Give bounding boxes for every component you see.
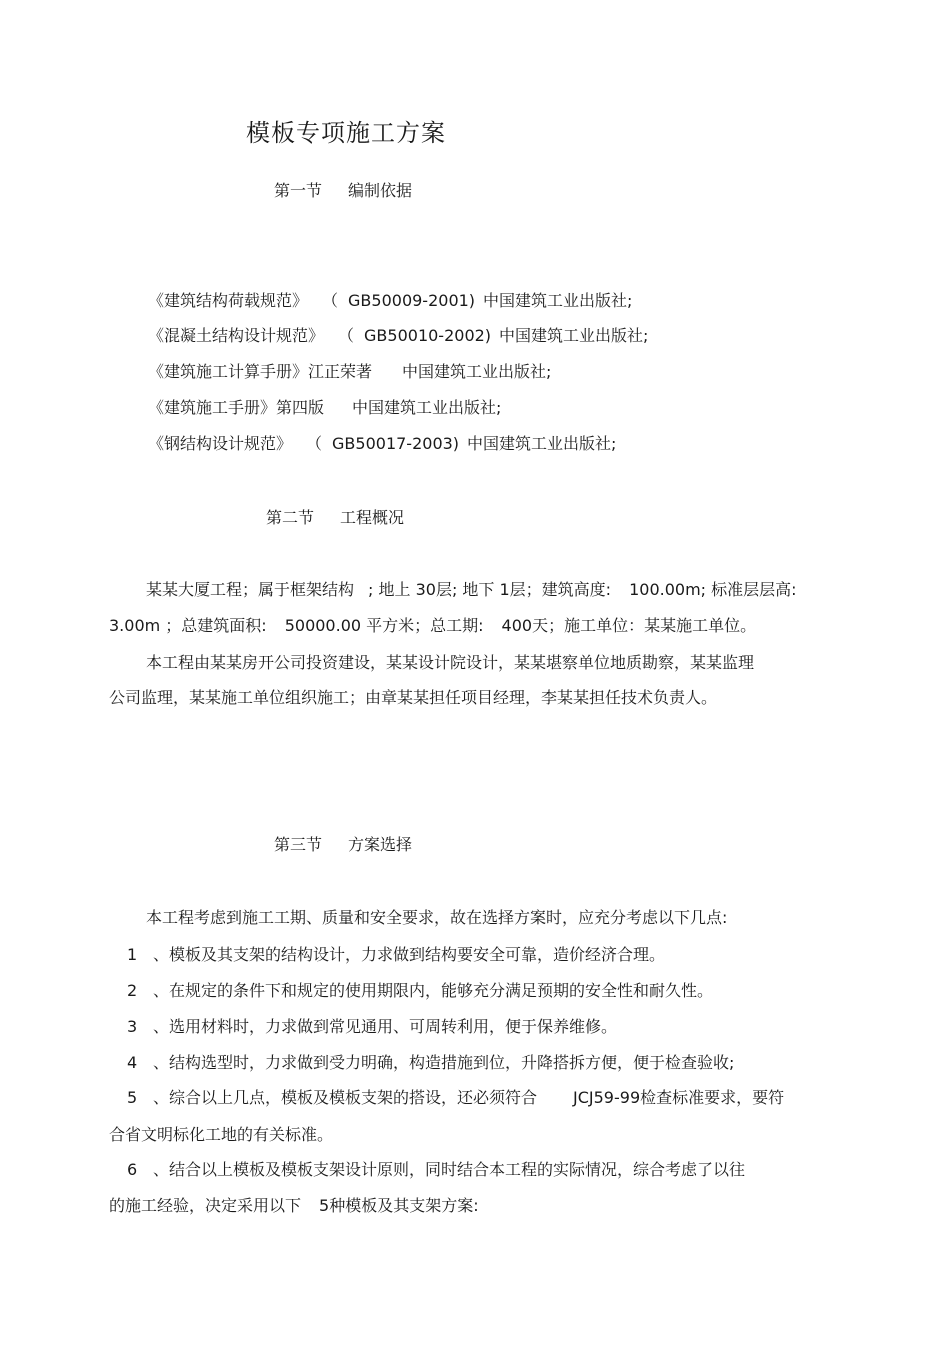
list-text: 、模板及其支架的结构设计，力求做到结构要安全可靠，造价经济合理。 xyxy=(153,945,666,964)
reference-paren: （ xyxy=(322,291,339,310)
text-segment: ; 地上 30层; 地下 1层；建筑高度: xyxy=(368,580,612,599)
document-title: 模板专项施工方案 xyxy=(246,119,446,147)
reference-title: 《建筑结构荷载规范》 xyxy=(148,291,309,310)
reference-title: 《混凝土结构设计规范》 xyxy=(148,326,325,345)
list-item xyxy=(127,942,665,965)
reference-publisher: 中国建筑工业出版社; xyxy=(483,291,633,310)
reference-code: GB50017-2003) xyxy=(332,434,460,453)
reference-title: 《建筑施工计算手册》江正荣著 xyxy=(148,362,373,381)
list-item xyxy=(127,978,713,1001)
list-item-continuation xyxy=(109,1193,479,1216)
section-number: 第二节 xyxy=(266,508,315,527)
list-item xyxy=(127,1085,784,1108)
list-number: 2 xyxy=(127,981,138,1000)
reference-publisher: 中国建筑工业出版社; xyxy=(467,434,617,453)
reference-publisher: 中国建筑工业出版社; xyxy=(402,362,552,381)
section-heading-1 xyxy=(274,178,412,201)
section-name: 方案选择 xyxy=(348,835,413,854)
section-heading-2 xyxy=(266,505,404,528)
list-item xyxy=(127,1014,617,1037)
list-text: 、结合以上模板及模板支架设计原则，同时结合本工程的实际情况，综合考虑了以往 xyxy=(153,1160,746,1179)
reference-code: GB50009-2001) xyxy=(348,291,476,310)
section-number: 第三节 xyxy=(274,835,323,854)
list-text: 5种模板及其支架方案: xyxy=(319,1196,479,1215)
overview-paragraph-line: 公司监理，某某施工单位组织施工；由章某某担任项目经理，李某某担任技术负责人。 xyxy=(109,688,718,707)
list-text: 的施工经验，决定采用以下 xyxy=(109,1196,302,1215)
reference-line xyxy=(148,395,501,418)
section-number: 第一节 xyxy=(274,181,323,200)
overview-paragraph-line: 本工程由某某房开公司投资建设，某某设计院设计，某某堪察单位地质勘察，某某监理 xyxy=(146,653,755,672)
list-text: JCJ59-99检查标准要求，要符 xyxy=(573,1088,785,1107)
text-segment: 3.00m ；总建筑面积: xyxy=(109,616,267,635)
text-segment: 100.00m; 标准层层高: xyxy=(629,580,797,599)
list-text: 、综合以上几点，模板及模板支架的搭设，还必须符合 xyxy=(153,1088,538,1107)
list-item xyxy=(127,1157,745,1180)
reference-publisher: 中国建筑工业出版社; xyxy=(499,326,649,345)
section-heading-3 xyxy=(274,832,412,855)
list-item-continuation: 合省文明标化工地的有关标准。 xyxy=(109,1125,334,1144)
overview-paragraph-line xyxy=(109,613,756,636)
list-number: 4 xyxy=(127,1053,138,1072)
list-item xyxy=(127,1050,734,1073)
list-text: 、选用材料时，力求做到常见通用、可周转利用，便于保养维修。 xyxy=(153,1017,618,1036)
list-number: 6 xyxy=(127,1160,138,1179)
text-segment: 400天；施工单位：某某施工单位。 xyxy=(501,616,757,635)
reference-paren: （ xyxy=(338,326,355,345)
section-name: 工程概况 xyxy=(340,508,405,527)
list-number: 1 xyxy=(127,945,138,964)
reference-line xyxy=(148,288,632,311)
reference-title: 《建筑施工手册》第四版 xyxy=(148,398,325,417)
reference-publisher: 中国建筑工业出版社; xyxy=(352,398,502,417)
overview-paragraph-line xyxy=(146,577,797,600)
reference-line xyxy=(148,359,551,382)
reference-line xyxy=(148,431,616,454)
list-number: 5 xyxy=(127,1088,138,1107)
list-text: 、结构选型时，力求做到受力明确，构造措施到位，升降搭拆方便，便于检查验收; xyxy=(153,1053,735,1072)
selection-intro: 本工程考虑到施工工期、质量和安全要求，故在选择方案时，应充分考虑以下几点: xyxy=(146,908,728,927)
text-segment: 某某大厦工程；属于框架结构 xyxy=(146,580,355,599)
text-segment: 50000.00 平方米；总工期: xyxy=(284,616,484,635)
section-name: 编制依据 xyxy=(348,181,413,200)
list-text: 、在规定的条件下和规定的使用期限内，能够充分满足预期的安全性和耐久性。 xyxy=(153,981,714,1000)
reference-line xyxy=(148,323,648,346)
list-number: 3 xyxy=(127,1017,138,1036)
reference-code: GB50010-2002) xyxy=(364,326,492,345)
reference-paren: （ xyxy=(306,434,323,453)
reference-title: 《钢结构设计规范》 xyxy=(148,434,293,453)
